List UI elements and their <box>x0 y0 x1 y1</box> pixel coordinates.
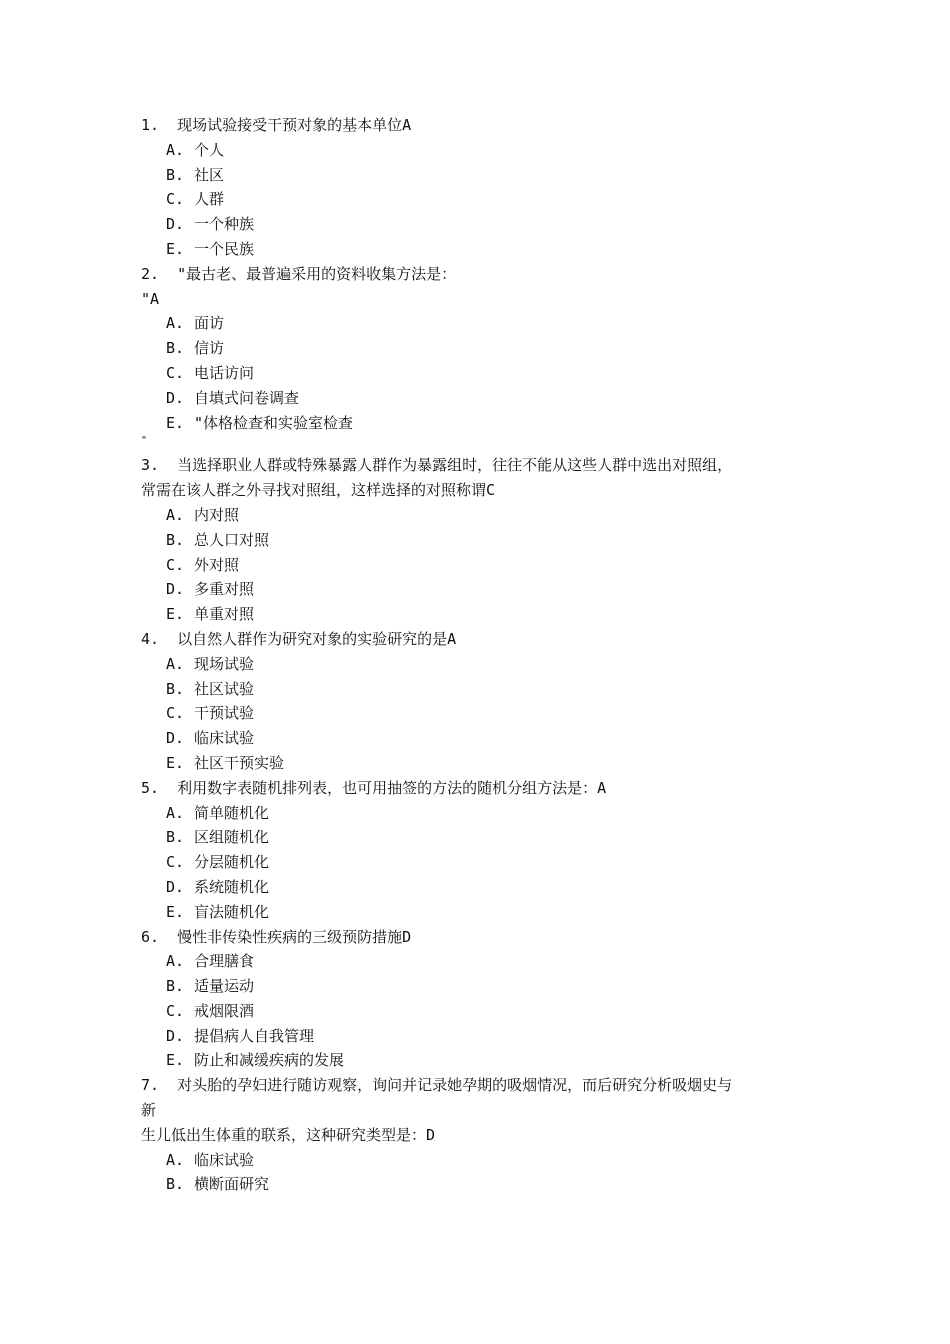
question-3-option-c <box>0 553 950 578</box>
question-1-option-d <box>0 212 950 237</box>
question-1-option-b <box>0 163 950 188</box>
option-letter: A. <box>166 314 185 333</box>
question-5-option-e <box>0 900 950 925</box>
question-4-stem: 4. 以自然人群作为研究对象的实验研究的是A <box>141 629 457 648</box>
option-text: 临床试验 <box>194 1150 255 1169</box>
option-text: 人群 <box>194 190 225 209</box>
option-text: 防止和减缓疾病的发展 <box>194 1051 345 1070</box>
option-letter: C. <box>166 1001 185 1020</box>
option-text: 电话访问 <box>194 363 255 382</box>
option-letter: B. <box>166 339 185 358</box>
option-text: 外对照 <box>194 555 240 574</box>
question-2-stem-cont: "A <box>141 289 160 308</box>
option-letter: D. <box>166 388 185 407</box>
option-letter: E. <box>166 753 185 772</box>
question-4-option-b <box>0 677 950 702</box>
option-letter: A. <box>166 654 185 673</box>
option-letter: B. <box>166 977 185 996</box>
question-2-trailing-quote: " <box>141 435 148 447</box>
question-7-stem-cont-2: 生儿低出生体重的联系，这种研究类型是：D <box>141 1125 436 1144</box>
question-2-option-c <box>0 361 950 386</box>
question-3-option-d <box>0 577 950 602</box>
question-1-option-c <box>0 187 950 212</box>
option-text: 个人 <box>194 140 225 159</box>
question-2-option-d <box>0 386 950 411</box>
option-letter: B. <box>166 530 185 549</box>
option-text: 面访 <box>194 314 225 333</box>
question-1-option-a <box>0 138 950 163</box>
question-7-stem: 7. 对头胎的孕妇进行随访观察，询问并记录她孕期的吸烟情况，而后研究分析吸烟史与 <box>141 1076 733 1095</box>
option-letter: B. <box>166 679 185 698</box>
question-3-option-a <box>0 503 950 528</box>
question-6-option-a <box>0 949 950 974</box>
question-6-option-e <box>0 1048 950 1073</box>
option-letter: E. <box>166 605 185 624</box>
option-letter: D. <box>166 580 185 599</box>
option-letter: D. <box>166 729 185 748</box>
question-5-option-a <box>0 801 950 826</box>
question-6-option-c <box>0 999 950 1024</box>
option-text: 系统随机化 <box>194 877 270 896</box>
option-text: 信访 <box>194 339 225 358</box>
option-letter: B. <box>166 165 185 184</box>
option-text: 一个民族 <box>194 239 255 258</box>
question-1-option-e <box>0 237 950 262</box>
option-text: 社区干预实验 <box>194 753 285 772</box>
question-4-option-e <box>0 751 950 776</box>
option-letter: B. <box>166 1175 185 1194</box>
option-text: 自填式问卷调查 <box>194 388 300 407</box>
question-7-option-b <box>0 1172 950 1197</box>
option-letter: C. <box>166 853 185 872</box>
question-5-stem: 5. 利用数字表随机排列表，也可用抽签的方法的随机分组方法是：A <box>141 778 607 797</box>
question-3-stem-cont: 常需在该人群之外寻找对照组，这样选择的对照称谓C <box>141 481 496 500</box>
option-letter: C. <box>166 704 185 723</box>
option-text: 现场试验 <box>194 654 255 673</box>
option-letter: C. <box>166 363 185 382</box>
option-letter: D. <box>166 215 185 234</box>
question-6-option-b <box>0 974 950 999</box>
option-text: 内对照 <box>194 505 240 524</box>
option-letter: A. <box>166 505 185 524</box>
question-6-option-d <box>0 1024 950 1049</box>
option-letter: C. <box>166 190 185 209</box>
document-page <box>0 113 950 1197</box>
option-text: 干预试验 <box>194 704 255 723</box>
option-letter: A. <box>166 803 185 822</box>
question-4-option-a <box>0 652 950 677</box>
option-letter: E. <box>166 239 185 258</box>
option-text: 合理膳食 <box>194 952 255 971</box>
option-letter: D. <box>166 877 185 896</box>
question-7-stem-cont-1: 新 <box>141 1101 157 1120</box>
question-2-option-a <box>0 311 950 336</box>
option-text: 分层随机化 <box>194 853 270 872</box>
option-letter: E. <box>166 1051 185 1070</box>
option-text: 总人口对照 <box>194 530 270 549</box>
option-text: "体格检查和实验室检查 <box>194 413 354 432</box>
question-4-option-d <box>0 726 950 751</box>
option-letter: D. <box>166 1026 185 1045</box>
option-text: 多重对照 <box>194 580 255 599</box>
option-letter: A. <box>166 140 185 159</box>
question-2-option-e <box>0 411 950 436</box>
option-letter: E. <box>166 413 185 432</box>
option-text: 横断面研究 <box>194 1175 270 1194</box>
option-text: 单重对照 <box>194 605 255 624</box>
question-3-stem: 3. 当选择职业人群或特殊暴露人群作为暴露组时，往往不能从这些人群中选出对照组， <box>141 456 733 475</box>
option-text: 社区 <box>194 165 225 184</box>
question-5-option-d <box>0 875 950 900</box>
question-4-option-c <box>0 701 950 726</box>
question-3-option-e <box>0 602 950 627</box>
option-letter: A. <box>166 1150 185 1169</box>
question-5-option-c <box>0 850 950 875</box>
option-text: 简单随机化 <box>194 803 270 822</box>
question-2-stem: 2. "最古老、最普遍采用的资料收集方法是： <box>141 264 457 283</box>
question-3-option-b <box>0 528 950 553</box>
question-2-option-b <box>0 336 950 361</box>
option-text: 临床试验 <box>194 729 255 748</box>
option-letter: B. <box>166 828 185 847</box>
option-text: 提倡病人自我管理 <box>194 1026 315 1045</box>
option-letter: C. <box>166 555 185 574</box>
option-text: 盲法随机化 <box>194 902 270 921</box>
option-letter: E. <box>166 902 185 921</box>
option-text: 一个种族 <box>194 215 255 234</box>
option-text: 社区试验 <box>194 679 255 698</box>
question-6-stem: 6. 慢性非传染性疾病的三级预防措施D <box>141 927 412 946</box>
question-5-option-b <box>0 825 950 850</box>
question-1-stem: 1. 现场试验接受干预对象的基本单位A <box>141 116 412 134</box>
option-text: 区组随机化 <box>194 828 270 847</box>
option-text: 戒烟限酒 <box>194 1001 255 1020</box>
question-7-option-a <box>0 1148 950 1173</box>
option-text: 适量运动 <box>194 977 255 996</box>
option-letter: A. <box>166 952 185 971</box>
